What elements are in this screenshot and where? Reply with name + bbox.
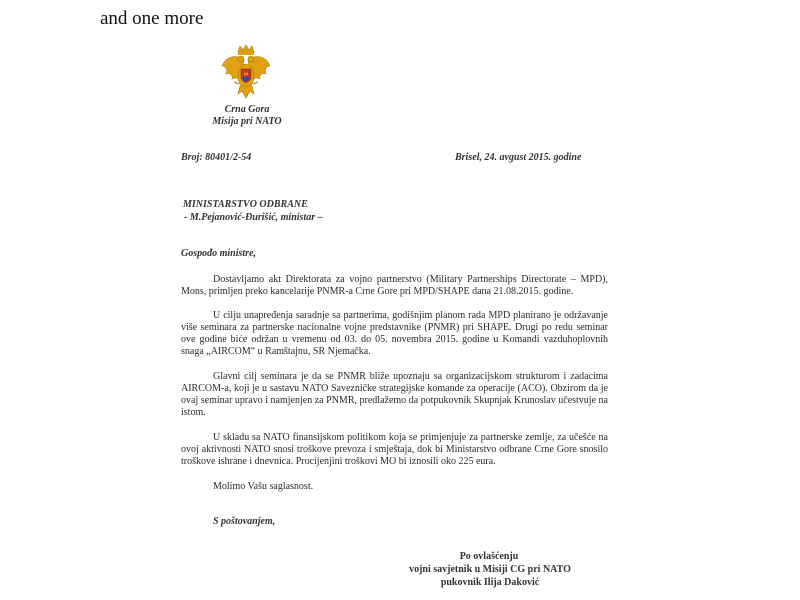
- body-paragraph: U skladu sa NATO finansijskom politikom koja se primjenjuje za partnerske zemlje, za učešće na ovoj aktivnosti NATO snosi troškove prevoza i smještaja, dok bi Ministarstvo odbrane Crne Gore snosilo troškove ishrane i dnevnica. Procijenjini troškovi MO bi iznosili oko 225 eura.: [181, 432, 608, 467]
- body-paragraph: Dostavljamo akt Direktorata za vojno partnerstvo (Military Partnerships Directorate – MPD), Mons, primljen preko kancelarije PNMR-a Crne Gore pri MPD/SHAPE dana 21.08.2015. godine.: [181, 274, 608, 297]
- letterhead-mission: Misija pri NATO: [212, 116, 282, 127]
- recipient-person: - M.Pejanović-Đurišić, ministar –: [184, 212, 323, 223]
- signature-title: vojni savjetnik u Misiji CG pri NATO: [409, 564, 571, 575]
- place-and-date: Brisel, 24. avgust 2015. godine: [455, 152, 582, 163]
- salutation: Gospođo ministre,: [181, 248, 257, 259]
- montenegro-coat-of-arms-icon: [220, 44, 272, 100]
- signature-authorization: Po ovlašćenju: [459, 551, 519, 562]
- body-paragraph: Glavni cilj seminara je da se PNMR bliže upoznaju sa organizacijskom strukturom i zadacima AIRCOM-a, koji je u sastavu NATO Savezničke strategijske komande za operacije (ACO). Obzirom da je ovaj seminar upravo i namjenjen za PNMR, predlažemo da potpukovnik Skupnjak Krunoslav učestvuje na istom.: [181, 371, 608, 418]
- body-paragraph: U cilju unapređenja saradnje sa partnerima, godišnjim planom rada MPD planirano je održavanje više seminara za partnerske nacionalne vojne predstavnike (PNMR) pri SHAPE. Drugi po redu seminar ove godine biće održan u vremenu od 03. do 05. novembra 2015. godine u Komandi vazduhoplovnih snaga „AIRCOM“ u Ramštajnu, SR Njemačka.: [181, 310, 608, 357]
- signature-name: pukovnik Ilija Daković: [440, 577, 540, 588]
- recipient-institution: MINISTARSTVO ODBRANE: [183, 199, 308, 210]
- body-paragraph: Molimo Vašu saglasnost.: [213, 481, 314, 492]
- reference-number: Broj: 80401/2-54: [181, 152, 252, 163]
- caption-text: and one more: [100, 8, 204, 29]
- letterhead-country: Crna Gora: [224, 104, 270, 115]
- closing-phrase: S poštovanjem,: [213, 516, 276, 527]
